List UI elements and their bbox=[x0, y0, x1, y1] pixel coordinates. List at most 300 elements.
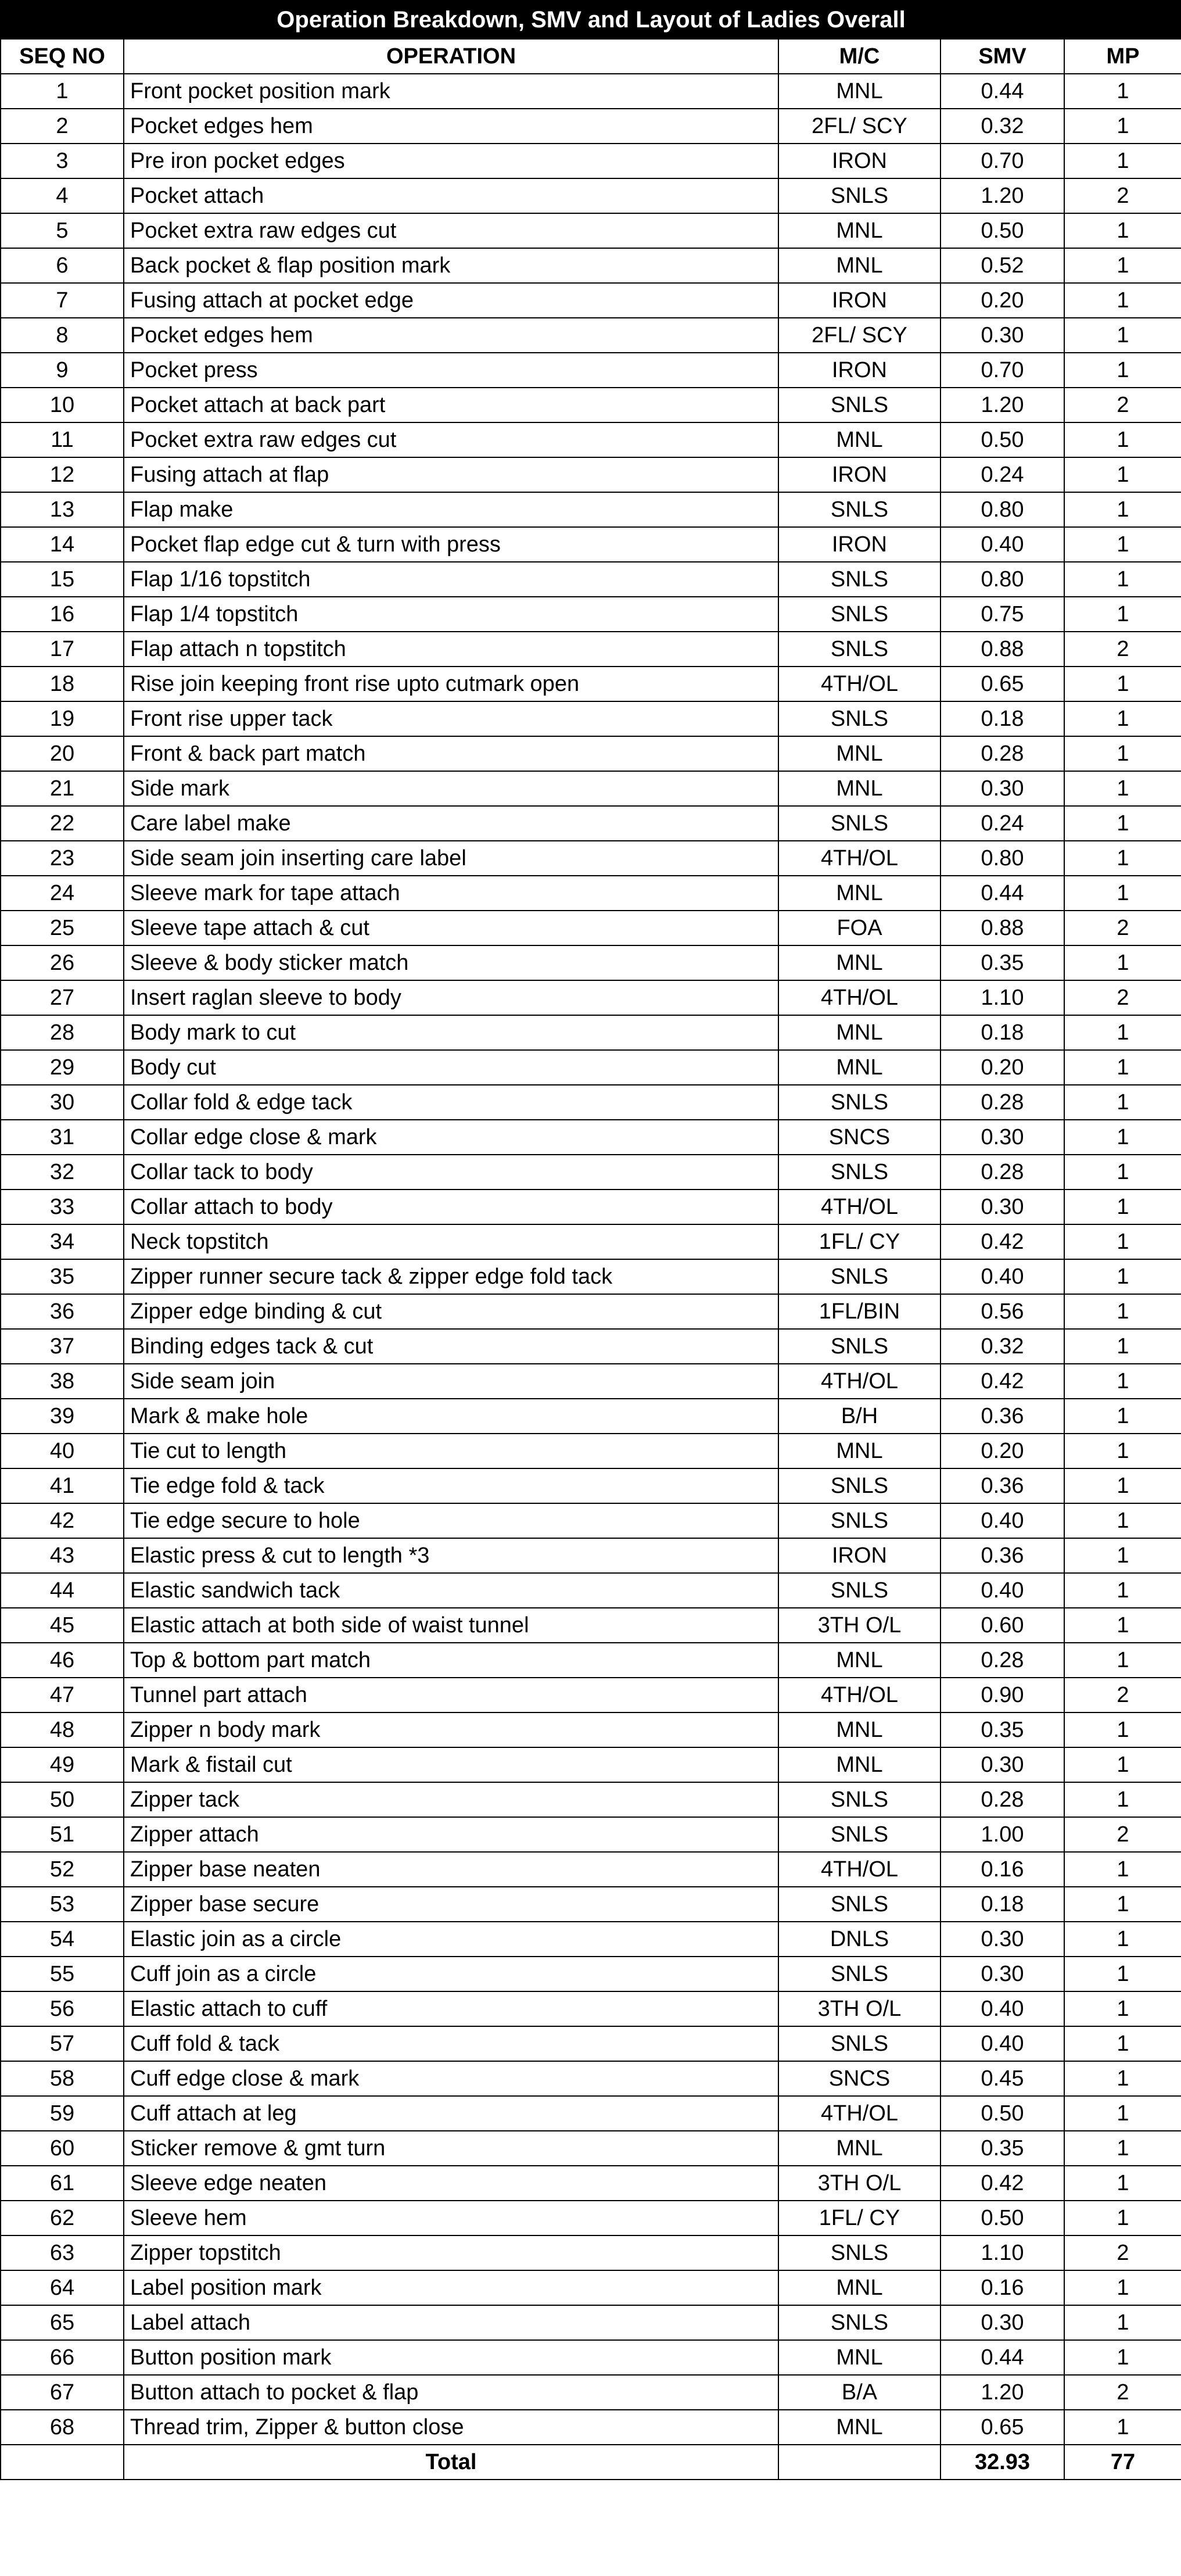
machine-cell: MNL bbox=[778, 422, 941, 457]
seq-no-cell: 53 bbox=[1, 1887, 124, 1922]
seq-no-cell: 12 bbox=[1, 457, 124, 492]
operation-cell: Flap 1/4 topstitch bbox=[124, 597, 778, 632]
total-smv: 32.93 bbox=[941, 2445, 1064, 2480]
seq-no-cell: 37 bbox=[1, 1329, 124, 1364]
seq-no-cell: 60 bbox=[1, 2131, 124, 2166]
smv-cell: 0.60 bbox=[941, 1608, 1064, 1643]
machine-cell: IRON bbox=[778, 527, 941, 562]
table-row bbox=[1, 1468, 1181, 1503]
table-row bbox=[1, 667, 1181, 701]
machine-cell: MNL bbox=[778, 736, 941, 771]
seq-no-cell: 68 bbox=[1, 2410, 124, 2445]
seq-no-cell: 59 bbox=[1, 2096, 124, 2131]
operation-cell: Front pocket position mark bbox=[124, 74, 778, 109]
machine-cell: MNL bbox=[778, 74, 941, 109]
machine-cell: MNL bbox=[778, 771, 941, 806]
machine-cell: SNLS bbox=[778, 2305, 941, 2340]
mp-cell: 1 bbox=[1064, 283, 1181, 318]
mp-cell: 1 bbox=[1064, 318, 1181, 353]
smv-cell: 0.28 bbox=[941, 1643, 1064, 1678]
seq-no-cell: 54 bbox=[1, 1922, 124, 1957]
smv-cell: 0.28 bbox=[941, 1085, 1064, 1120]
table-row bbox=[1, 1364, 1181, 1399]
machine-cell: 4TH/OL bbox=[778, 1364, 941, 1399]
table-row bbox=[1, 178, 1181, 213]
table-row bbox=[1, 1573, 1181, 1608]
table-row bbox=[1, 1538, 1181, 1573]
operation-cell: Flap make bbox=[124, 492, 778, 527]
mp-cell: 1 bbox=[1064, 1503, 1181, 1538]
machine-cell: 3TH O/L bbox=[778, 1608, 941, 1643]
seq-no-cell: 57 bbox=[1, 2026, 124, 2061]
mp-cell: 1 bbox=[1064, 2410, 1181, 2445]
operation-cell: Sleeve hem bbox=[124, 2201, 778, 2235]
total-blank-cell bbox=[778, 2445, 941, 2480]
mp-cell: 1 bbox=[1064, 1434, 1181, 1468]
seq-no-cell: 26 bbox=[1, 945, 124, 980]
table-row bbox=[1, 2201, 1181, 2235]
smv-cell: 0.42 bbox=[941, 1364, 1064, 1399]
smv-cell: 0.18 bbox=[941, 701, 1064, 736]
table-row bbox=[1, 2096, 1181, 2131]
operation-cell: Cuff attach at leg bbox=[124, 2096, 778, 2131]
total-label: Total bbox=[124, 2445, 778, 2480]
seq-no-cell: 15 bbox=[1, 562, 124, 597]
smv-cell: 0.36 bbox=[941, 1399, 1064, 1434]
total-row bbox=[1, 2445, 1181, 2480]
operation-cell: Zipper base neaten bbox=[124, 1852, 778, 1887]
table-row bbox=[1, 1120, 1181, 1155]
mp-cell: 1 bbox=[1064, 2166, 1181, 2201]
table-row bbox=[1, 841, 1181, 876]
table-row bbox=[1, 388, 1181, 422]
seq-no-cell: 41 bbox=[1, 1468, 124, 1503]
smv-cell: 0.90 bbox=[941, 1678, 1064, 1712]
mp-cell: 1 bbox=[1064, 213, 1181, 248]
seq-no-cell: 51 bbox=[1, 1817, 124, 1852]
mp-cell: 1 bbox=[1064, 1259, 1181, 1294]
operation-cell: Zipper attach bbox=[124, 1817, 778, 1852]
smv-cell: 0.45 bbox=[941, 2061, 1064, 2096]
mp-cell: 1 bbox=[1064, 2096, 1181, 2131]
mp-cell: 1 bbox=[1064, 1399, 1181, 1434]
table-row bbox=[1, 736, 1181, 771]
seq-no-cell: 27 bbox=[1, 980, 124, 1015]
machine-cell: 3TH O/L bbox=[778, 2166, 941, 2201]
mp-cell: 2 bbox=[1064, 388, 1181, 422]
seq-no-cell: 17 bbox=[1, 632, 124, 667]
table-row bbox=[1, 1852, 1181, 1887]
mp-cell: 1 bbox=[1064, 2305, 1181, 2340]
mp-cell: 1 bbox=[1064, 248, 1181, 283]
table-row bbox=[1, 1608, 1181, 1643]
table-row bbox=[1, 876, 1181, 911]
table-row bbox=[1, 806, 1181, 841]
seq-no-cell: 11 bbox=[1, 422, 124, 457]
header-mp: MP bbox=[1064, 39, 1181, 74]
machine-cell: IRON bbox=[778, 353, 941, 388]
smv-cell: 0.88 bbox=[941, 911, 1064, 945]
operation-cell: Collar fold & edge tack bbox=[124, 1085, 778, 1120]
mp-cell: 1 bbox=[1064, 1991, 1181, 2026]
machine-cell: SNLS bbox=[778, 1957, 941, 1991]
smv-cell: 0.32 bbox=[941, 1329, 1064, 1364]
smv-cell: 1.00 bbox=[941, 1817, 1064, 1852]
seq-no-cell: 23 bbox=[1, 841, 124, 876]
seq-no-cell: 46 bbox=[1, 1643, 124, 1678]
operation-cell: Cuff join as a circle bbox=[124, 1957, 778, 1991]
operation-cell: Zipper edge binding & cut bbox=[124, 1294, 778, 1329]
machine-cell: MNL bbox=[778, 1050, 941, 1085]
machine-cell: 3TH O/L bbox=[778, 1991, 941, 2026]
operation-cell: Neck topstitch bbox=[124, 1224, 778, 1259]
seq-no-cell: 14 bbox=[1, 527, 124, 562]
machine-cell: 4TH/OL bbox=[778, 1678, 941, 1712]
seq-no-cell: 39 bbox=[1, 1399, 124, 1434]
table-row bbox=[1, 1015, 1181, 1050]
table-row bbox=[1, 2410, 1181, 2445]
smv-cell: 0.50 bbox=[941, 2201, 1064, 2235]
machine-cell: SNLS bbox=[778, 2235, 941, 2270]
mp-cell: 1 bbox=[1064, 1747, 1181, 1782]
operation-cell: Fusing attach at pocket edge bbox=[124, 283, 778, 318]
seq-no-cell: 61 bbox=[1, 2166, 124, 2201]
smv-cell: 1.20 bbox=[941, 2375, 1064, 2410]
header-machine: M/C bbox=[778, 39, 941, 74]
table-row bbox=[1, 1503, 1181, 1538]
seq-no-cell: 24 bbox=[1, 876, 124, 911]
smv-cell: 0.30 bbox=[941, 1190, 1064, 1224]
mp-cell: 1 bbox=[1064, 1922, 1181, 1957]
mp-cell: 1 bbox=[1064, 771, 1181, 806]
mp-cell: 1 bbox=[1064, 2131, 1181, 2166]
operation-cell: Collar attach to body bbox=[124, 1190, 778, 1224]
mp-cell: 1 bbox=[1064, 457, 1181, 492]
machine-cell: IRON bbox=[778, 457, 941, 492]
machine-cell: 1FL/BIN bbox=[778, 1294, 941, 1329]
table-row bbox=[1, 911, 1181, 945]
smv-cell: 0.40 bbox=[941, 2026, 1064, 2061]
smv-cell: 0.44 bbox=[941, 2340, 1064, 2375]
mp-cell: 1 bbox=[1064, 492, 1181, 527]
mp-cell: 2 bbox=[1064, 2375, 1181, 2410]
operation-cell: Thread trim, Zipper & button close bbox=[124, 2410, 778, 2445]
table-row bbox=[1, 318, 1181, 353]
table-row bbox=[1, 2131, 1181, 2166]
operation-cell: Binding edges tack & cut bbox=[124, 1329, 778, 1364]
table-row bbox=[1, 1050, 1181, 1085]
machine-cell: 4TH/OL bbox=[778, 980, 941, 1015]
table-row bbox=[1, 1782, 1181, 1817]
title-row bbox=[1, 1, 1181, 39]
seq-no-cell: 44 bbox=[1, 1573, 124, 1608]
mp-cell: 1 bbox=[1064, 2270, 1181, 2305]
mp-cell: 2 bbox=[1064, 980, 1181, 1015]
table-row bbox=[1, 1155, 1181, 1190]
smv-cell: 0.40 bbox=[941, 527, 1064, 562]
smv-cell: 0.70 bbox=[941, 353, 1064, 388]
smv-cell: 0.24 bbox=[941, 457, 1064, 492]
seq-no-cell: 6 bbox=[1, 248, 124, 283]
table-row bbox=[1, 1678, 1181, 1712]
machine-cell: MNL bbox=[778, 2340, 941, 2375]
operation-cell: Sleeve mark for tape attach bbox=[124, 876, 778, 911]
mp-cell: 1 bbox=[1064, 2201, 1181, 2235]
operation-cell: Fusing attach at flap bbox=[124, 457, 778, 492]
seq-no-cell: 1 bbox=[1, 74, 124, 109]
seq-no-cell: 4 bbox=[1, 178, 124, 213]
table-row bbox=[1, 1085, 1181, 1120]
operation-cell: Pocket extra raw edges cut bbox=[124, 213, 778, 248]
table-row bbox=[1, 527, 1181, 562]
mp-cell: 1 bbox=[1064, 1468, 1181, 1503]
table-row bbox=[1, 1294, 1181, 1329]
machine-cell: 2FL/ SCY bbox=[778, 318, 941, 353]
machine-cell: SNLS bbox=[778, 701, 941, 736]
smv-cell: 0.42 bbox=[941, 2166, 1064, 2201]
table-row bbox=[1, 109, 1181, 144]
mp-cell: 1 bbox=[1064, 1538, 1181, 1573]
smv-cell: 0.30 bbox=[941, 1120, 1064, 1155]
mp-cell: 1 bbox=[1064, 1364, 1181, 1399]
mp-cell: 2 bbox=[1064, 178, 1181, 213]
seq-no-cell: 32 bbox=[1, 1155, 124, 1190]
machine-cell: 2FL/ SCY bbox=[778, 109, 941, 144]
smv-cell: 0.30 bbox=[941, 1747, 1064, 1782]
machine-cell: 1FL/ CY bbox=[778, 2201, 941, 2235]
mp-cell: 1 bbox=[1064, 353, 1181, 388]
mp-cell: 1 bbox=[1064, 1155, 1181, 1190]
operation-cell: Pocket press bbox=[124, 353, 778, 388]
machine-cell: SNLS bbox=[778, 1817, 941, 1852]
operation-cell: Rise join keeping front rise upto cutmark open bbox=[124, 667, 778, 701]
operation-cell: Pocket extra raw edges cut bbox=[124, 422, 778, 457]
operation-cell: Tie edge secure to hole bbox=[124, 1503, 778, 1538]
seq-no-cell: 19 bbox=[1, 701, 124, 736]
table-row bbox=[1, 1399, 1181, 1434]
seq-no-cell: 33 bbox=[1, 1190, 124, 1224]
mp-cell: 1 bbox=[1064, 876, 1181, 911]
machine-cell: SNLS bbox=[778, 1503, 941, 1538]
table-row bbox=[1, 980, 1181, 1015]
machine-cell: SNLS bbox=[778, 1155, 941, 1190]
seq-no-cell: 64 bbox=[1, 2270, 124, 2305]
machine-cell: MNL bbox=[778, 1015, 941, 1050]
seq-no-cell: 25 bbox=[1, 911, 124, 945]
seq-no-cell: 9 bbox=[1, 353, 124, 388]
operation-cell: Side mark bbox=[124, 771, 778, 806]
machine-cell: FOA bbox=[778, 911, 941, 945]
smv-cell: 1.20 bbox=[941, 178, 1064, 213]
table-row bbox=[1, 213, 1181, 248]
seq-no-cell: 63 bbox=[1, 2235, 124, 2270]
smv-cell: 0.30 bbox=[941, 1922, 1064, 1957]
table-row bbox=[1, 1259, 1181, 1294]
table-row bbox=[1, 1643, 1181, 1678]
machine-cell: SNLS bbox=[778, 1887, 941, 1922]
seq-no-cell: 42 bbox=[1, 1503, 124, 1538]
smv-cell: 0.35 bbox=[941, 945, 1064, 980]
mp-cell: 2 bbox=[1064, 1678, 1181, 1712]
mp-cell: 1 bbox=[1064, 667, 1181, 701]
operation-cell: Front & back part match bbox=[124, 736, 778, 771]
operation-cell: Insert raglan sleeve to body bbox=[124, 980, 778, 1015]
mp-cell: 1 bbox=[1064, 841, 1181, 876]
machine-cell: SNLS bbox=[778, 388, 941, 422]
operation-cell: Cuff fold & tack bbox=[124, 2026, 778, 2061]
operation-cell: Pocket attach bbox=[124, 178, 778, 213]
mp-cell: 2 bbox=[1064, 1817, 1181, 1852]
table-row bbox=[1, 1329, 1181, 1364]
mp-cell: 1 bbox=[1064, 1085, 1181, 1120]
mp-cell: 1 bbox=[1064, 736, 1181, 771]
machine-cell: MNL bbox=[778, 1712, 941, 1747]
table-row bbox=[1, 1190, 1181, 1224]
mp-cell: 1 bbox=[1064, 2061, 1181, 2096]
machine-cell: SNLS bbox=[778, 1782, 941, 1817]
operation-cell: Mark & fistail cut bbox=[124, 1747, 778, 1782]
operation-cell: Button attach to pocket & flap bbox=[124, 2375, 778, 2410]
operation-cell: Tie edge fold & tack bbox=[124, 1468, 778, 1503]
operation-cell: Front rise upper tack bbox=[124, 701, 778, 736]
mp-cell: 1 bbox=[1064, 806, 1181, 841]
mp-cell: 1 bbox=[1064, 1015, 1181, 1050]
machine-cell: MNL bbox=[778, 1747, 941, 1782]
machine-cell: MNL bbox=[778, 2131, 941, 2166]
seq-no-cell: 20 bbox=[1, 736, 124, 771]
seq-no-cell: 29 bbox=[1, 1050, 124, 1085]
seq-no-cell: 52 bbox=[1, 1852, 124, 1887]
operation-cell: Sticker remove & gmt turn bbox=[124, 2131, 778, 2166]
table-row bbox=[1, 1434, 1181, 1468]
machine-cell: SNCS bbox=[778, 1120, 941, 1155]
operation-cell: Body mark to cut bbox=[124, 1015, 778, 1050]
table-row bbox=[1, 283, 1181, 318]
smv-cell: 0.65 bbox=[941, 2410, 1064, 2445]
smv-cell: 0.40 bbox=[941, 1503, 1064, 1538]
machine-cell: 4TH/OL bbox=[778, 2096, 941, 2131]
machine-cell: SNLS bbox=[778, 562, 941, 597]
table-row bbox=[1, 1224, 1181, 1259]
machine-cell: SNLS bbox=[778, 597, 941, 632]
smv-cell: 0.44 bbox=[941, 74, 1064, 109]
mp-cell: 1 bbox=[1064, 1050, 1181, 1085]
smv-cell: 0.80 bbox=[941, 841, 1064, 876]
seq-no-cell: 45 bbox=[1, 1608, 124, 1643]
smv-cell: 0.50 bbox=[941, 213, 1064, 248]
smv-cell: 0.16 bbox=[941, 2270, 1064, 2305]
mp-cell: 1 bbox=[1064, 1573, 1181, 1608]
mp-cell: 1 bbox=[1064, 1782, 1181, 1817]
table-row bbox=[1, 1747, 1181, 1782]
smv-cell: 0.30 bbox=[941, 2305, 1064, 2340]
smv-cell: 0.30 bbox=[941, 771, 1064, 806]
table-row bbox=[1, 2270, 1181, 2305]
mp-cell: 1 bbox=[1064, 562, 1181, 597]
seq-no-cell: 7 bbox=[1, 283, 124, 318]
mp-cell: 1 bbox=[1064, 1608, 1181, 1643]
operation-cell: Zipper base secure bbox=[124, 1887, 778, 1922]
machine-cell: SNLS bbox=[778, 1085, 941, 1120]
mp-cell: 2 bbox=[1064, 2235, 1181, 2270]
seq-no-cell: 35 bbox=[1, 1259, 124, 1294]
table-row bbox=[1, 1922, 1181, 1957]
machine-cell: MNL bbox=[778, 1434, 941, 1468]
smv-cell: 0.28 bbox=[941, 1782, 1064, 1817]
operation-cell: Side seam join bbox=[124, 1364, 778, 1399]
seq-no-cell: 49 bbox=[1, 1747, 124, 1782]
mp-cell: 1 bbox=[1064, 527, 1181, 562]
seq-no-cell: 38 bbox=[1, 1364, 124, 1399]
mp-cell: 1 bbox=[1064, 144, 1181, 178]
seq-no-cell: 16 bbox=[1, 597, 124, 632]
seq-no-cell: 50 bbox=[1, 1782, 124, 1817]
mp-cell: 2 bbox=[1064, 632, 1181, 667]
seq-no-cell: 56 bbox=[1, 1991, 124, 2026]
table-row bbox=[1, 2026, 1181, 2061]
smv-cell: 1.20 bbox=[941, 388, 1064, 422]
operation-cell: Pocket edges hem bbox=[124, 109, 778, 144]
mp-cell: 1 bbox=[1064, 1712, 1181, 1747]
smv-cell: 0.70 bbox=[941, 144, 1064, 178]
seq-no-cell: 13 bbox=[1, 492, 124, 527]
seq-no-cell: 62 bbox=[1, 2201, 124, 2235]
seq-no-cell: 22 bbox=[1, 806, 124, 841]
machine-cell: MNL bbox=[778, 876, 941, 911]
mp-cell: 1 bbox=[1064, 1190, 1181, 1224]
operation-cell: Elastic attach at both side of waist tunnel bbox=[124, 1608, 778, 1643]
seq-no-cell: 28 bbox=[1, 1015, 124, 1050]
smv-cell: 0.30 bbox=[941, 318, 1064, 353]
machine-cell: SNLS bbox=[778, 1573, 941, 1608]
smv-cell: 0.40 bbox=[941, 1991, 1064, 2026]
machine-cell: SNLS bbox=[778, 806, 941, 841]
smv-cell: 1.10 bbox=[941, 2235, 1064, 2270]
operation-cell: Body cut bbox=[124, 1050, 778, 1085]
operation-cell: Sleeve tape attach & cut bbox=[124, 911, 778, 945]
mp-cell: 1 bbox=[1064, 1224, 1181, 1259]
table-row bbox=[1, 1817, 1181, 1852]
machine-cell: MNL bbox=[778, 1643, 941, 1678]
smv-cell: 0.28 bbox=[941, 736, 1064, 771]
operation-cell: Zipper tack bbox=[124, 1782, 778, 1817]
mp-cell: 1 bbox=[1064, 701, 1181, 736]
smv-cell: 0.65 bbox=[941, 667, 1064, 701]
total-mp: 77 bbox=[1064, 2445, 1181, 2480]
operation-cell: Pre iron pocket edges bbox=[124, 144, 778, 178]
smv-cell: 0.40 bbox=[941, 1259, 1064, 1294]
machine-cell: IRON bbox=[778, 144, 941, 178]
operation-cell: Top & bottom part match bbox=[124, 1643, 778, 1678]
operation-cell: Zipper topstitch bbox=[124, 2235, 778, 2270]
seq-no-cell: 55 bbox=[1, 1957, 124, 1991]
seq-no-cell: 18 bbox=[1, 667, 124, 701]
table-row bbox=[1, 353, 1181, 388]
smv-cell: 0.18 bbox=[941, 1887, 1064, 1922]
seq-no-cell: 36 bbox=[1, 1294, 124, 1329]
machine-cell: SNLS bbox=[778, 492, 941, 527]
machine-cell: MNL bbox=[778, 945, 941, 980]
machine-cell: SNCS bbox=[778, 2061, 941, 2096]
mp-cell: 1 bbox=[1064, 945, 1181, 980]
operation-cell: Label position mark bbox=[124, 2270, 778, 2305]
header-row bbox=[1, 39, 1181, 74]
header-operation: OPERATION bbox=[124, 39, 778, 74]
machine-cell: 4TH/OL bbox=[778, 1852, 941, 1887]
operation-cell: Zipper n body mark bbox=[124, 1712, 778, 1747]
machine-cell: MNL bbox=[778, 2270, 941, 2305]
operation-cell: Elastic sandwich tack bbox=[124, 1573, 778, 1608]
